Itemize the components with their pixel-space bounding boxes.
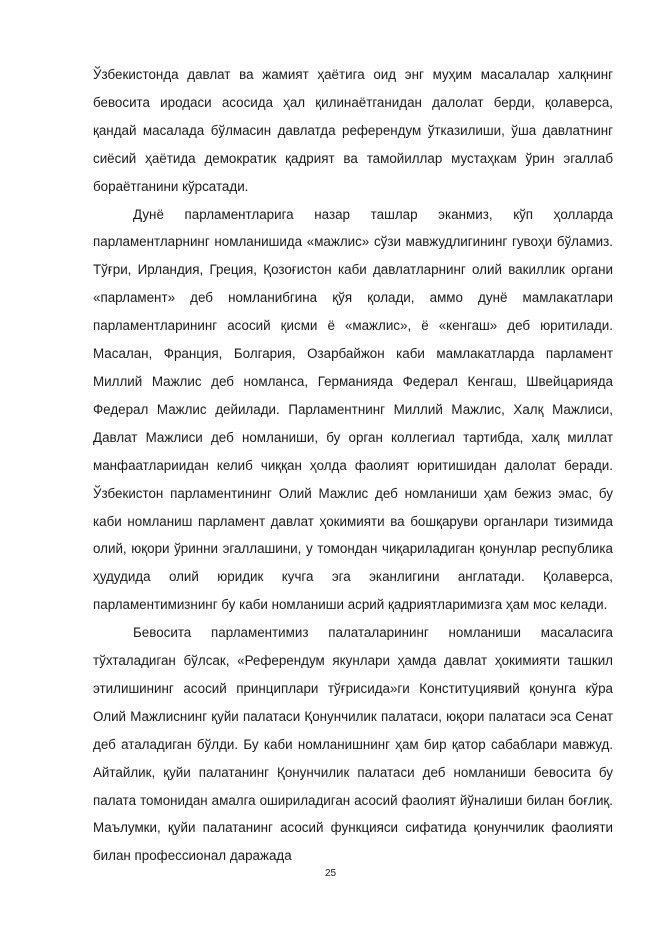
document-page [93, 61, 613, 870]
paragraph-2: Дунё парламентларига назар ташлар эканмиз, кўп ҳолларда парламентларнинг номланишида «мажлис» сўзи мавжудлигининг гувоҳи бўламиз. Тўғри, Ирландия, Греция, Қозоғистон каби давлатларнинг олий вакиллик органи «парламент» деб номланибгина қўя қолади, аммо дунё мамлакатлари парламентларининг асосий қисми ё «мажлис», ё «кенгаш» деб юритилади. Масалан, Франция, Болгария, Озарбайжон каби мамлакатларда парламент Миллий Мажлис деб номланса, Германияда Федерал Кенгаш, Швейцарияда Федерал Мажлис дейилади. Парламентнинг Миллий Мажлис, Халқ Мажлиси, Давлат Мажлиси деб номланиши, бу орган коллегиал тартибда, халқ миллат манфаатлариидан келиб чиққан ҳолда фаолият юритишидан далолат беради. Ўзбекистон парламентининг Олий Мажлис деб номланиши ҳам бежиз эмас, бу каби номланиш парламент давлат ҳокимияти ва бошқаруви органлари тизимида олий, юқори ўринни эгаллашини, у томондан чиқариладиган қонунлар республика ҳудудида олий юридик кучга эга эканлигини англатади. Қолаверса, парламентимизнинг бу каби номланиши асрий қадриятларимизга ҳам мос келади. [93, 206, 613, 613]
page-number: 25 [324, 868, 337, 879]
paragraph-1: Ўзбекистонда давлат ва жамият ҳаётига оид энг муҳим масалалар халқнинг бевосита иродаси асосида ҳал қилинаётганидан далолат берди, қолаверса, қандай масалада бўлмасин давлатда референдум ўтказилиши, ўша давлатнинг сиёсий ҳаётида демократик қадрият ва тамойиллар мустаҳкам ўрин эгаллаб бораётганини кўрсатади. [93, 67, 613, 194]
paragraph-3: Бевосита парламентимиз палаталарининг номланиши масаласига тўхталадиган бўлсак, «Референдум якунлари ҳамда давлат ҳокимияти ташкил этилишининг асосий принциплари тўғрисида»ги Конституциявий қонунга кўра Олий Мажлиснинг қуйи палатаси Қонунчилик палатаси, юқори палатаси эса Сенат деб аталадиган бўлди. Бу каби номланишнинг ҳам бир қатор сабаблари мавжуд. Айтайлик, қуйи палатанинг Қонунчилик палатаси деб номланиши бевосита бу палата томонидан амалга ошириладиган асосий фаолият йўналиши билан боғлиқ. Маълумки, қуйи палатанинг асосий функцияси сифатида қонунчилик фаолияти билан профессионал даражада [93, 625, 613, 864]
